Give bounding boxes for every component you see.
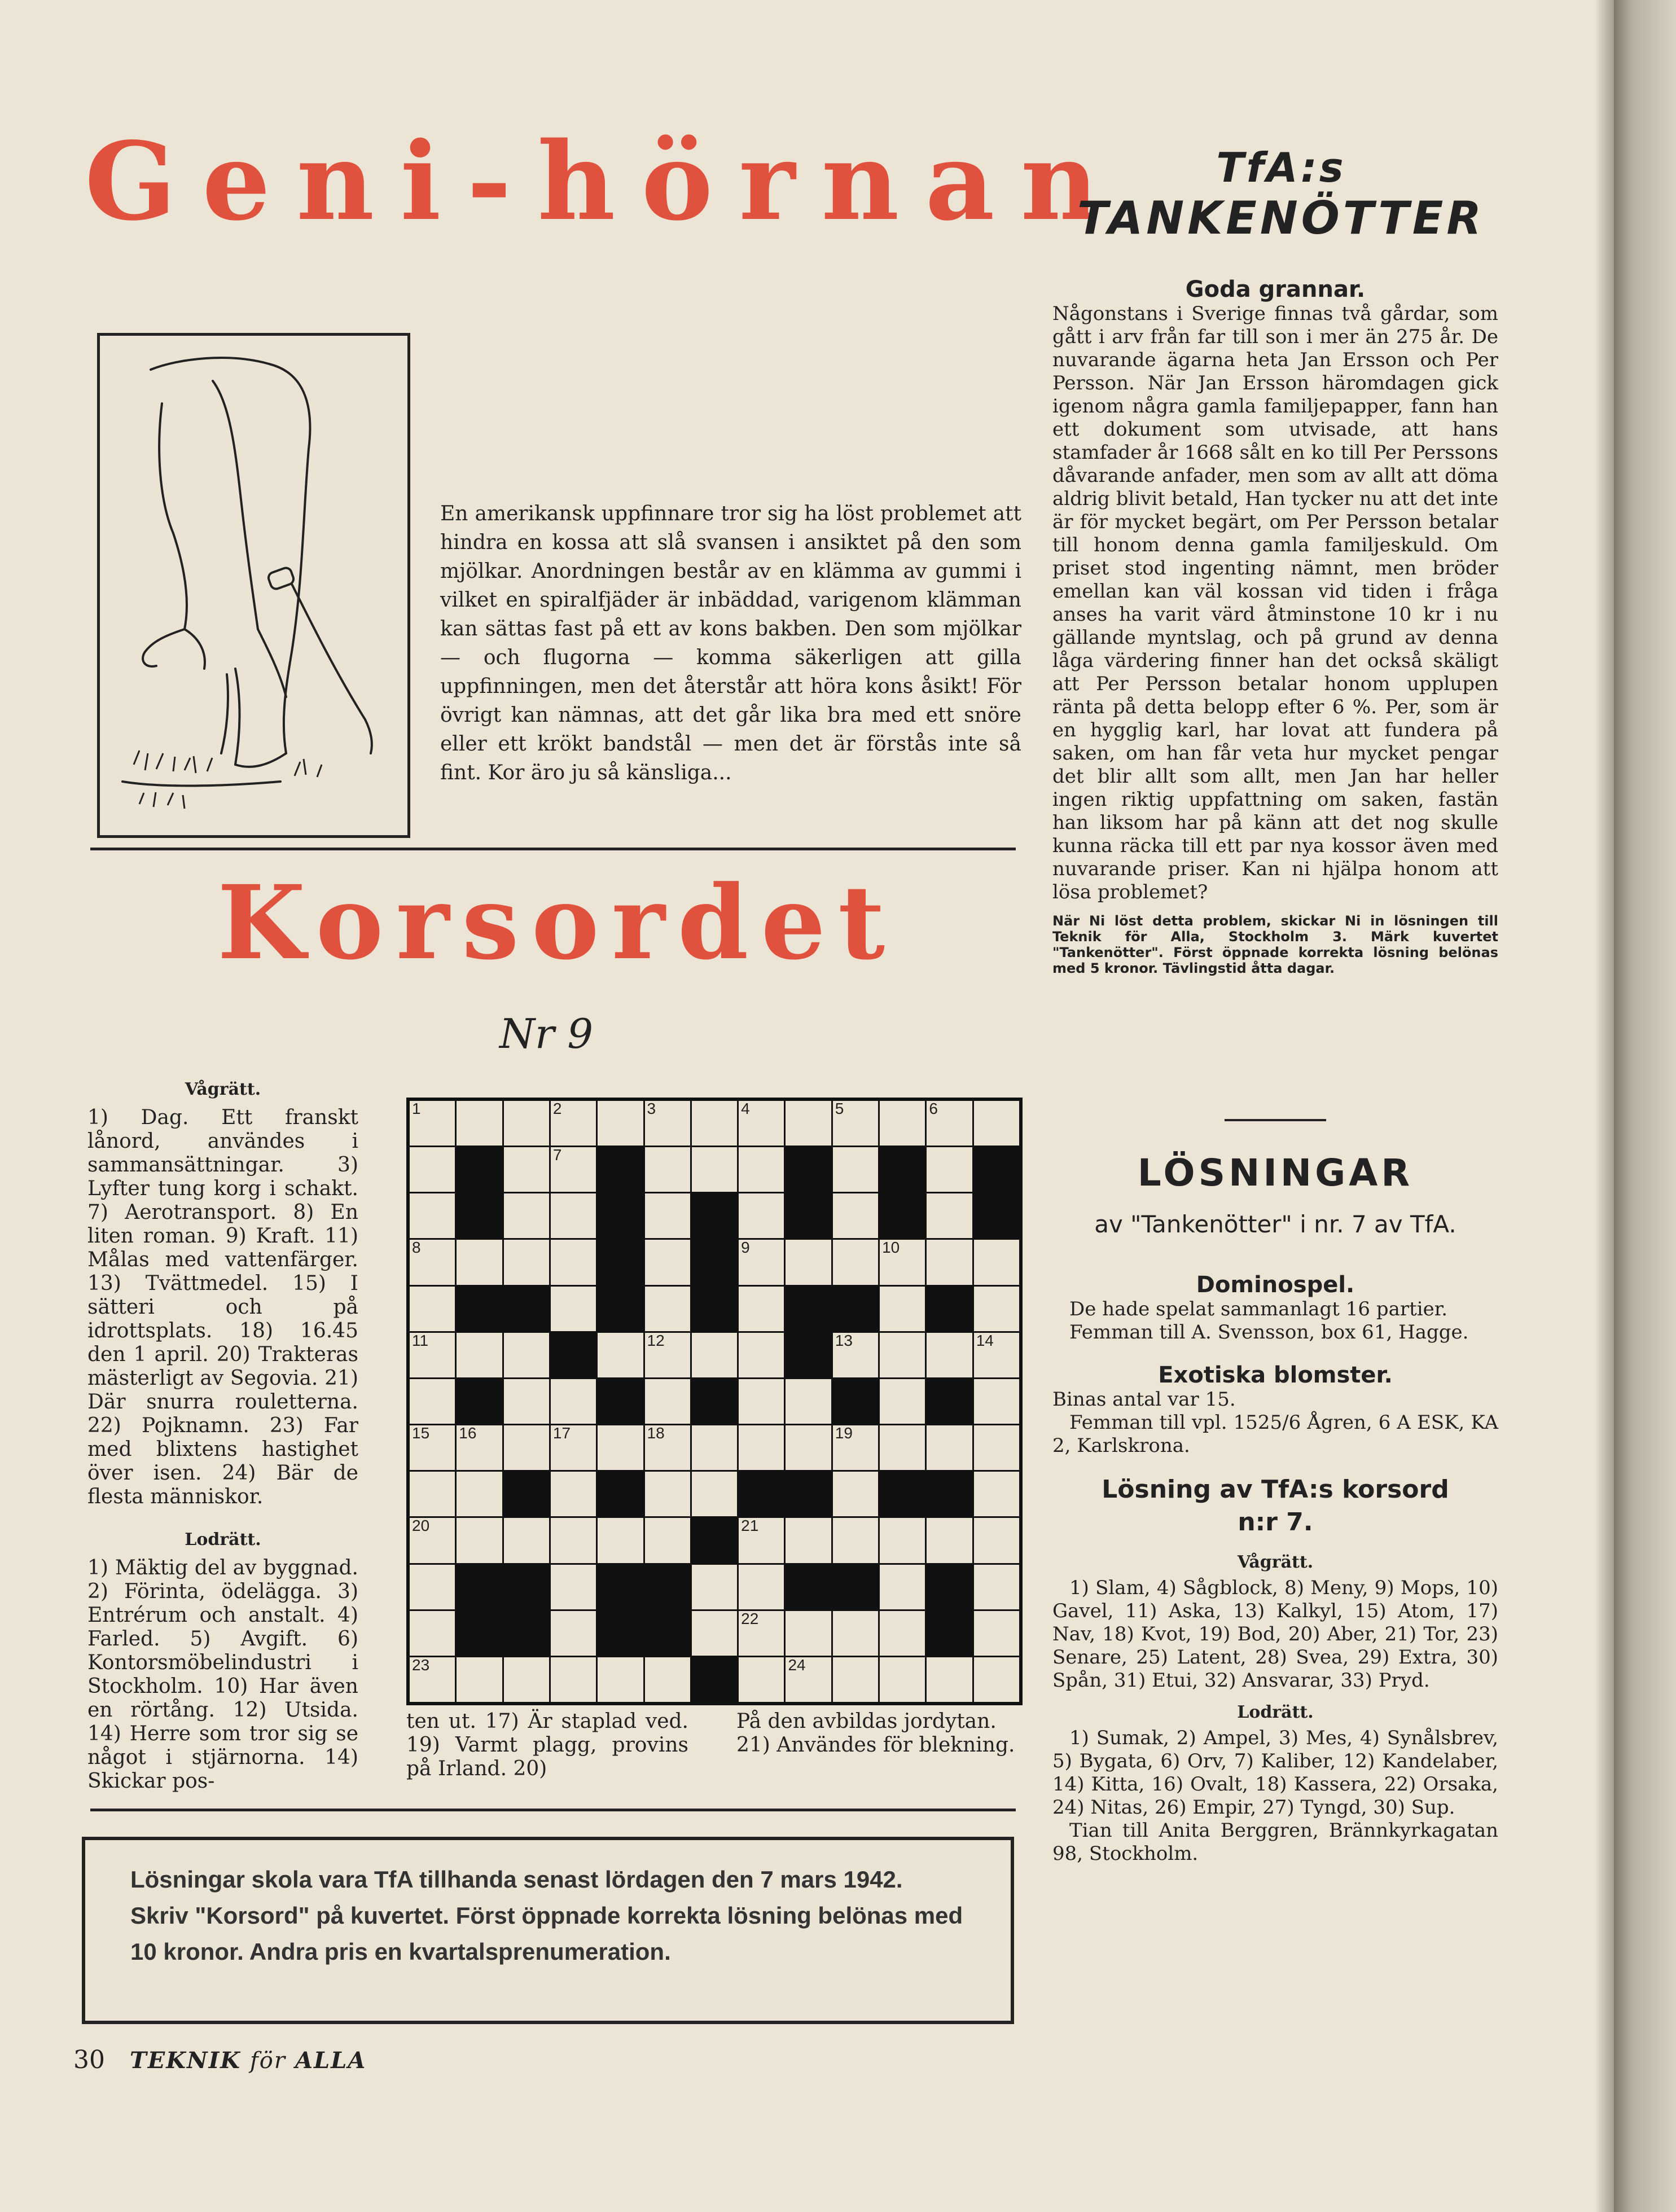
crossword-clues-column	[87, 1078, 358, 1793]
crossword-black-cell	[786, 1333, 831, 1377]
crossword-cell[interactable]	[551, 1193, 596, 1238]
crossword-cell[interactable]	[457, 1425, 502, 1470]
losningar-section	[1052, 1151, 1498, 1866]
cell-number: 17	[552, 1424, 571, 1442]
crossword-cell[interactable]	[786, 1101, 831, 1146]
crossword-black-cell	[927, 1565, 972, 1609]
crossword-black-cell	[598, 1193, 643, 1238]
cell-number: 21	[741, 1517, 759, 1535]
crossword-black-cell	[645, 1611, 690, 1656]
exotiska-winner: Femman till vpl. 1525/6 Ågren, 6 A ESK, KA 2, Karlskrona.	[1052, 1411, 1498, 1457]
crossword-cell[interactable]	[410, 1518, 455, 1563]
crossword-cell[interactable]	[974, 1287, 1019, 1331]
crossword-black-cell	[974, 1147, 1019, 1192]
cell-number: 14	[976, 1331, 994, 1349]
cell-number: 24	[788, 1656, 806, 1674]
crossword-cell[interactable]	[786, 1518, 831, 1563]
crossword-cell[interactable]	[833, 1193, 878, 1238]
losning-lodratt-heading: Lodrätt.	[1237, 1702, 1314, 1722]
crossword-cell[interactable]	[739, 1240, 784, 1284]
crossword-black-cell	[692, 1518, 737, 1563]
cell-number: 5	[835, 1100, 844, 1117]
crossword-black-cell	[880, 1147, 925, 1192]
crossword-cell[interactable]	[410, 1287, 455, 1331]
crossword-cell[interactable]	[927, 1193, 972, 1238]
crossword-cell[interactable]	[833, 1240, 878, 1284]
crossword-cell[interactable]	[739, 1565, 784, 1609]
crossword-black-cell	[457, 1287, 502, 1331]
clues-continued-left: ten ut. 17) Är staplad ved. 19) Varmt plagg, provins på Irland. 20)	[406, 1710, 688, 1780]
crossword-black-cell	[692, 1379, 737, 1424]
crossword-black-cell	[786, 1565, 831, 1609]
crossword-cell[interactable]	[692, 1472, 737, 1516]
crossword-cell[interactable]	[880, 1101, 925, 1146]
cell-number: 8	[412, 1239, 421, 1257]
crossword-black-cell	[833, 1287, 878, 1331]
crossword-cell[interactable]	[551, 1657, 596, 1702]
crossword-black-cell	[551, 1333, 596, 1377]
crossword-cell[interactable]	[504, 1333, 549, 1377]
crossword-black-cell	[457, 1193, 502, 1238]
crossword-cell[interactable]	[739, 1147, 784, 1192]
crossword-cell[interactable]	[551, 1287, 596, 1331]
goda-grannar-text: Någonstans i Sverige finnas två gårdar, som gått i arv från far till son i mer än 275 år. De nuvarande ägarna heta Jan Ersson och Per Persson. När Jan Ersson häromdagen gick igenom några gamla familjepapper, fann han ett dokument som utvisade, att hans stamfader år 1668 sålt en ko till Per Perssons dåvarande anfader, men som av allt att döma aldrig blivit betald, Han tycker nu att det inte är för mycket begärt, om Per Persson betalar till honom denna gamla familjeskuld. Om priset stod ingenting nämnt, men bröder emellan kan väl kossan vid tiden i fråga anses ha varit värd åtminstone 10 kr i nu gällande myntslag, och på grund av denna låga värdering finner han det också skäligt att Per Persson betalar honom upplupen ränta på detta belopp efter 6 %. Per, som är en hygglig karl, har lovat att fundera på saken, om han får veta hur mycket pengar det blir allt som allt, men Jan har heller ingen riktig uppfattning om saken, fastän han liksom har på känn att det nog skulle kunna räcka till ett par nya kossor även med nuvarande priser. Kan ni hjälpa honom att lösa problemet?	[1052, 302, 1498, 903]
crossword-cell[interactable]	[786, 1657, 831, 1702]
crossword-cell[interactable]	[504, 1657, 549, 1702]
crossword-cell[interactable]	[927, 1657, 972, 1702]
crossword-cell[interactable]	[645, 1193, 690, 1238]
crossword-cell[interactable]	[692, 1565, 737, 1609]
losning-vagratt-heading: Vågrätt.	[1237, 1552, 1314, 1572]
crossword-cell[interactable]	[645, 1657, 690, 1702]
crossword-cell[interactable]	[833, 1101, 878, 1146]
crossword-cell[interactable]	[410, 1657, 455, 1702]
crossword-cell[interactable]	[692, 1333, 737, 1377]
tfa-title-line1: TfA:s	[1216, 144, 1346, 191]
crossword-cell[interactable]	[410, 1240, 455, 1284]
exotiska-answer: Binas antal var 15.	[1052, 1388, 1236, 1411]
crossword-cell[interactable]	[645, 1287, 690, 1331]
tankenotter-section	[1052, 276, 1498, 976]
crossword-cell[interactable]	[927, 1240, 972, 1284]
crossword-cell[interactable]	[739, 1287, 784, 1331]
crossword-cell[interactable]	[457, 1333, 502, 1377]
crossword-cell[interactable]	[880, 1240, 925, 1284]
crossword-black-cell	[692, 1657, 737, 1702]
crossword-cell[interactable]	[410, 1193, 455, 1238]
vagratt-clues: 1) Dag. Ett franskt lånord, användes i sammansättningar. 3) Lyfter tung korg i schakt. 7) Aerotransport. 8) En liten roman. 9) Kraft. 11) Målas med vattenfärger. 13) Tvättmedel. 15) I sätteri och på idrottsplats. 18) 16.45 den 1 april. 20) Trakteras mästerligt av Segovia. 21) Där snurra rouletterna. 22) Pojknamn. 23) Far med blixtens hastighet över isen. 24) Bär de flesta människor.	[87, 1106, 358, 1508]
crossword-cell[interactable]	[692, 1611, 737, 1656]
crossword-cell[interactable]	[551, 1611, 596, 1656]
losningar-subheading: av "Tankenötter" i nr. 7 av TfA.	[1094, 1210, 1456, 1238]
exotiska-title: Exotiska blomster.	[1158, 1362, 1393, 1388]
crossword-cell[interactable]	[927, 1518, 972, 1563]
brand-alla: ALLA	[295, 2047, 367, 2074]
crossword-cell[interactable]	[645, 1379, 690, 1424]
crossword-black-cell	[833, 1565, 878, 1609]
crossword-black-cell	[504, 1565, 549, 1609]
crossword-cell[interactable]	[551, 1240, 596, 1284]
crossword-cell[interactable]	[504, 1518, 549, 1563]
tfa-title-line2: TANKENÖTTER	[1077, 192, 1485, 244]
crossword-black-cell	[457, 1147, 502, 1192]
crossword-cell[interactable]	[833, 1472, 878, 1516]
losning-winner: Tian till Anita Berggren, Brännkyrkagatan 98, Stockholm.	[1052, 1819, 1498, 1865]
lodratt-clues: 1) Mäktig del av byggnad. 2) Förinta, ödelägga. 3) Entrérum och anstalt. 4) Farled. 5) Avgift. 6) Kontorsmöbelindustri i Stockholm. 10) Har även en rörtång. 12) Utsida. 14) Herre som tror sig se något i stjärnorna. 14) Skickar pos-	[87, 1556, 358, 1793]
cell-number: 6	[929, 1100, 938, 1117]
crossword-cell[interactable]	[833, 1425, 878, 1470]
crossword-cell[interactable]	[927, 1147, 972, 1192]
crossword-cell[interactable]	[551, 1101, 596, 1146]
crossword-black-cell	[739, 1472, 784, 1516]
crossword-cell[interactable]	[504, 1425, 549, 1470]
crossword-cell[interactable]	[410, 1333, 455, 1377]
crossword-cell[interactable]	[504, 1193, 549, 1238]
crossword-cell[interactable]	[457, 1657, 502, 1702]
dominospel-title: Dominospel.	[1196, 1272, 1355, 1298]
crossword-cell[interactable]	[551, 1472, 596, 1516]
crossword-cell[interactable]	[974, 1101, 1019, 1146]
crossword-cell[interactable]	[645, 1101, 690, 1146]
cell-number: 7	[552, 1146, 562, 1164]
crossword-cell[interactable]	[598, 1425, 643, 1470]
crossword-cell[interactable]	[927, 1425, 972, 1470]
cell-number: 19	[835, 1424, 853, 1442]
tankenotter-instructions: När Ni löst detta problem, skickar Ni in lösningen till Teknik för Alla, Stockholm 3. Märk kuvertet "Tankenötter". Först öppnade korrekta lösning belönas med 5 kronor. Tävlingstid åtta dagar.	[1052, 913, 1498, 976]
crossword-black-cell	[786, 1472, 831, 1516]
losningar-heading: LÖSNINGAR	[1137, 1151, 1414, 1195]
crossword-black-cell	[880, 1193, 925, 1238]
crossword-black-cell	[786, 1147, 831, 1192]
crossword-cell[interactable]	[974, 1518, 1019, 1563]
puzzle-number: Nr 9	[499, 1010, 594, 1057]
crossword-cell[interactable]	[974, 1657, 1019, 1702]
crossword-cell[interactable]	[880, 1379, 925, 1424]
crossword-black-cell	[786, 1287, 831, 1331]
korsord-losning-title: Lösning av TfA:s korsord n:r 7.	[1102, 1475, 1449, 1537]
crossword-black-cell	[927, 1287, 972, 1331]
geni-hornan-title: Geni-hörnan	[85, 118, 1125, 244]
page-number: 30	[73, 2046, 105, 2074]
crossword-black-cell	[504, 1611, 549, 1656]
submission-notice-box	[82, 1837, 1014, 2024]
crossword-cell[interactable]	[410, 1565, 455, 1609]
divider-rule	[90, 848, 1016, 850]
cell-number: 15	[412, 1424, 430, 1442]
brand-for: för	[250, 2048, 287, 2074]
crossword-cell[interactable]	[410, 1472, 455, 1516]
crossword-black-cell	[692, 1193, 737, 1238]
cell-number: 20	[412, 1517, 430, 1535]
tankenotter-title	[1052, 144, 1510, 245]
crossword-black-cell	[692, 1240, 737, 1284]
cow-tail-clamp-illustration	[97, 333, 410, 838]
crossword-cell[interactable]	[645, 1518, 690, 1563]
crossword-black-cell	[598, 1379, 643, 1424]
crossword-cell[interactable]	[927, 1333, 972, 1377]
cell-number: 16	[459, 1424, 477, 1442]
crossword-black-cell	[927, 1472, 972, 1516]
crossword-cell[interactable]	[457, 1240, 502, 1284]
geni-text: En amerikansk uppfinnare tror sig ha löst problemet att hindra en kossa att slå svansen i ansiktet på den som mjölkar. Anordningen består av en klämma av gummi i vilket en spiralfjäder är inbäddad, varigenom klämman kan sättas fast på ett av kons bakben. Den som mjölkar — och flugorna — komma säkerligen att gilla uppfinningen, men det återstår att höra kons åsikt! För övrigt kan nämnas, att det går lika bra med ett snöre eller ett krökt bandstål — men det är förstås inte så fint. Kor äro ju så känsliga...	[440, 502, 1021, 784]
crossword-cell[interactable]	[598, 1657, 643, 1702]
dominospel-answer: De hade spelat sammanlagt 16 partier.	[1069, 1298, 1448, 1320]
crossword-cell[interactable]	[739, 1518, 784, 1563]
crossword-cell[interactable]	[410, 1379, 455, 1424]
crossword-cell[interactable]	[974, 1379, 1019, 1424]
cell-number: 1	[412, 1100, 421, 1117]
crossword-cell[interactable]	[974, 1611, 1019, 1656]
crossword-cell[interactable]	[598, 1101, 643, 1146]
crossword-cell[interactable]	[833, 1147, 878, 1192]
crossword-black-cell	[598, 1472, 643, 1516]
crossword-black-cell	[598, 1611, 643, 1656]
lodratt-heading: Lodrätt.	[185, 1530, 261, 1550]
crossword-cell[interactable]	[833, 1333, 878, 1377]
losning-vagratt-text: 1) Slam, 4) Sågblock, 8) Meny, 9) Mops, 10) Gavel, 11) Aska, 13) Kalkyl, 15) Atom, 17) Nav, 18) Kvot, 19) Bod, 20) Aber, 21) Tor, 23) Senare, 25) Latent, 28) Svea, 29) Extra, 30) Spån, 31) Etui, 32) Ansvarar, 33) Pryd.	[1052, 1577, 1498, 1692]
crossword-black-cell	[880, 1472, 925, 1516]
crossword-cell[interactable]	[880, 1333, 925, 1377]
crossword-black-cell	[786, 1193, 831, 1238]
crossword-cell[interactable]	[645, 1472, 690, 1516]
crossword-black-cell	[645, 1565, 690, 1609]
crossword-cell[interactable]	[880, 1425, 925, 1470]
cell-number: 12	[647, 1331, 665, 1349]
crossword-cell[interactable]	[739, 1193, 784, 1238]
crossword-cell[interactable]	[410, 1147, 455, 1192]
crossword-cell[interactable]	[551, 1518, 596, 1563]
crossword-black-cell	[504, 1287, 549, 1331]
crossword-cell[interactable]	[974, 1425, 1019, 1470]
crossword-cell[interactable]	[880, 1518, 925, 1563]
crossword-cell[interactable]	[645, 1147, 690, 1192]
crossword-cell[interactable]	[551, 1425, 596, 1470]
crossword-cell[interactable]	[410, 1611, 455, 1656]
cell-number: 11	[412, 1331, 429, 1349]
divider-rule	[90, 1809, 1016, 1811]
crossword-black-cell	[598, 1287, 643, 1331]
page-gutter	[1596, 0, 1614, 2212]
clues-continued-right: På den avbildas jordytan. 21) Användes för blekning.	[736, 1710, 1015, 1757]
cell-number: 23	[412, 1656, 430, 1674]
crossword-black-cell	[457, 1565, 502, 1609]
crossword-cell[interactable]	[504, 1101, 549, 1146]
goda-grannar-title: Goda grannar.	[1185, 276, 1366, 302]
crossword-cell[interactable]	[598, 1518, 643, 1563]
crossword-cell[interactable]	[833, 1518, 878, 1563]
crossword-cell[interactable]	[974, 1472, 1019, 1516]
crossword-cell[interactable]	[974, 1333, 1019, 1377]
crossword-cell[interactable]	[457, 1101, 502, 1146]
crossword-cell[interactable]	[457, 1518, 502, 1563]
crossword-cell[interactable]	[645, 1333, 690, 1377]
crossword-cell[interactable]	[739, 1611, 784, 1656]
crossword-cell[interactable]	[645, 1240, 690, 1284]
cell-number: 13	[835, 1331, 853, 1349]
crossword-black-cell	[598, 1565, 643, 1609]
crossword-black-cell	[457, 1611, 502, 1656]
cell-number: 18	[647, 1424, 665, 1442]
submission-notice-text: Lösningar skola vara TfA tillhanda senast lördagen den 7 mars 1942. Skriv "Korsord" på kuvertet. Först öppnade korrekta lösning belönas med 10 kronor. Andra pris en kvartalsprenumeration.	[130, 1866, 963, 1965]
crossword-cell[interactable]	[880, 1565, 925, 1609]
cell-number: 10	[882, 1239, 900, 1257]
crossword-cell[interactable]	[504, 1147, 549, 1192]
losning-lodratt-text: 1) Sumak, 2) Ampel, 3) Mes, 4) Synålsbrev, 5) Bygata, 6) Orv, 7) Kaliber, 12) Kandelaber, 14) Kitta, 16) Ovalt, 18) Kassera, 22) Orsaka, 24) Nitas, 26) Empir, 27) Tyngd, 30) Sup.	[1052, 1727, 1498, 1819]
crossword-cell[interactable]	[786, 1425, 831, 1470]
crossword-cell[interactable]	[739, 1425, 784, 1470]
crossword-cell[interactable]	[786, 1379, 831, 1424]
crossword-cell[interactable]	[410, 1101, 455, 1146]
crossword-cell[interactable]	[739, 1657, 784, 1702]
crossword-cell[interactable]	[692, 1425, 737, 1470]
crossword-cell[interactable]	[551, 1147, 596, 1192]
crossword-cell[interactable]	[504, 1379, 549, 1424]
crossword-black-cell	[927, 1379, 972, 1424]
page-footer	[73, 2046, 366, 2074]
crossword-cell[interactable]	[880, 1611, 925, 1656]
crossword-cell[interactable]	[974, 1565, 1019, 1609]
cell-number: 9	[741, 1239, 750, 1257]
crossword-grid	[406, 1098, 1023, 1705]
crossword-black-cell	[692, 1287, 737, 1331]
crossword-cell[interactable]	[786, 1611, 831, 1656]
crossword-cell[interactable]	[410, 1425, 455, 1470]
crossword-cell[interactable]	[739, 1333, 784, 1377]
brand-teknik: TEKNIK	[130, 2047, 242, 2074]
cow-icon	[100, 336, 407, 835]
crossword-cell[interactable]	[692, 1147, 737, 1192]
crossword-black-cell	[598, 1240, 643, 1284]
crossword-cell[interactable]	[833, 1611, 878, 1656]
magazine-brand	[130, 2047, 366, 2074]
cell-number: 4	[741, 1100, 750, 1117]
crossword-cell[interactable]	[551, 1565, 596, 1609]
crossword-black-cell	[457, 1379, 502, 1424]
crossword-cell[interactable]	[457, 1472, 502, 1516]
crossword-black-cell	[833, 1379, 878, 1424]
crossword-black-cell	[927, 1611, 972, 1656]
cell-number: 2	[552, 1100, 562, 1117]
cell-number: 22	[741, 1609, 759, 1627]
short-divider	[1225, 1119, 1326, 1121]
crossword-cell[interactable]	[833, 1657, 878, 1702]
crossword-black-cell	[504, 1472, 549, 1516]
crossword-black-cell	[598, 1147, 643, 1192]
korsordet-title: Korsordet	[217, 863, 898, 982]
cell-number: 3	[647, 1100, 656, 1117]
crossword-cell[interactable]	[786, 1240, 831, 1284]
crossword-cell[interactable]	[880, 1287, 925, 1331]
crossword-cell[interactable]	[974, 1240, 1019, 1284]
crossword-cell[interactable]	[692, 1101, 737, 1146]
crossword-cell[interactable]	[504, 1240, 549, 1284]
vagratt-heading: Vågrätt.	[185, 1079, 261, 1099]
crossword-cell[interactable]	[645, 1425, 690, 1470]
crossword-black-cell	[974, 1193, 1019, 1238]
dominospel-winner: Femman till A. Svensson, box 61, Hagge.	[1069, 1321, 1469, 1344]
crossword-cell[interactable]	[927, 1101, 972, 1146]
crossword-cell[interactable]	[598, 1333, 643, 1377]
adjacent-page-edge	[1614, 0, 1676, 2212]
crossword-cell[interactable]	[551, 1379, 596, 1424]
crossword-cell[interactable]	[880, 1657, 925, 1702]
crossword-cell[interactable]	[739, 1101, 784, 1146]
crossword-cell[interactable]	[739, 1379, 784, 1424]
